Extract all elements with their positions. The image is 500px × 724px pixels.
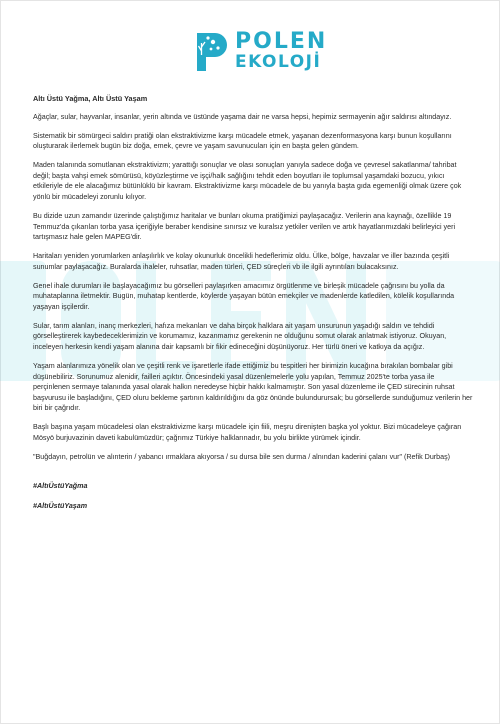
document-title: Altı Üstü Yağma, Altı Üstü Yaşam — [33, 94, 148, 103]
logo-word-ekoloji: EKOLOJİ — [235, 52, 322, 72]
document-body — [33, 94, 473, 512]
tree-p-logo-icon — [191, 29, 231, 73]
logo-word-polen: POLEN — [235, 29, 328, 54]
paragraph-1: Ağaçlar, sular, hayvanlar, insanlar, yerin altında ve üstünde yaşama dair ne varsa hepsi, hepimiz sermayenin ağır saldırısı altındayız. — [33, 112, 452, 121]
paragraph-7: Sular, tarım alanları, inanç merkezleri, hafıza mekanları ve daha birçok halklara ait yaşam unsurunun yaşadığı saldırı ve tehdidi görselleştirerek kaybedeceklerimizin ve korumamız, kazanmamız gerekenin ne olduğunu somut olarak anlatmak istiyoruz. Okuyan, inceleyen herkesin kendi yaşam alanına dair kapsamlı bir fikir edineceğini düşünüyoruz. Her türlü öneri ve katkıya da açığız. — [33, 321, 447, 352]
quote-paragraph: "Buğdayın, petrolün ve alınterin / yabancı ırmaklara akıyorsa / su dursa bile sen durma / alnından kaderini çalanı vur" (Refik Durbaş) — [33, 452, 451, 461]
paragraph-3: Maden talanında somutlanan ekstraktivizm; yarattığı sonuçlar ve olası sonuçları yanıyla sadece doğa ve çevresel sakatlanma/ tahribat değil; başta vahşi emek sömürüsü, köyüzleştirme ve işçi/halk sağlığını tehdit eden boyutları ile toplumsal yaşamdaki bozucu, yıkıcı etkileriyle de ele alacağımız bütünlüklü bir kavram. Ekstraktivizme karşı mücadele de bu yanıyla başta gıda egemenliği olmak üzere çok yönlü bir mücadeleyi zorunlu kılıyor. — [33, 161, 462, 201]
paragraph-8: Yaşam alanlarımıza yönelik olan ve çeşitli renk ve işaretlerle ifade ettiğimiz bu tespitleri her birimizin kucağına bırakılan bombalar gibi düşünebiliriz. Sorunumuz alenidir, failleri açıktır. Öncesindeki yasal düzenlemelerle yolu yapılan, Temmuz 2025'te torba yasa ile perçinlenen sermaye talanında yasal olarak halkın neredeyse hiçbir hakkı kalmamıştır. Son yasal düzenleme ile ÇED sürecinin ruhsat başvurusu ile başladığını, ÇED oluru bekleme şartının kaldırıldığını da göz önünde bulundurursak; bu görsellerde sunduğumuz verilerin her biri bir çağrıdır. — [33, 362, 473, 413]
paragraph-4: Bu dizide uzun zamandır üzerinde çalıştığımız haritalar ve bunları okuma pratiğimizi paylaşacağız. Verilerin ana kaynağı, özellikle 19 Temmuz'da çıkarılan torba yasa içeriğiyle beraber kendisine sınırsız ve kuralsız yetkiler verilen ve artık hayatlarımızdaki belirleyici yeri tartışmasız hale gelen MAPEG'dir. — [33, 211, 456, 242]
polen-ekoloji-logo — [191, 27, 341, 75]
paragraph-2: Sistematik bir sömürgeci saldırı pratiği olan ekstraktivizme karşı mücadele etmek, yaşanan dezenformasyona karşı bunun koşullarını oluşturarak ilerlemek bugün biz doğa, emek, çevre ve yaşam savunucuları için en başta gelen gündem. — [33, 131, 452, 151]
paragraph-5: Haritaları yeniden yorumlarken anlaşılırlık ve kolay okunurluk öncelikli hedeflerimiz oldu. Ülke, bölge, havzalar ve iller bazında çeşitli sunumlar paylaşacağız. Buralarda ihaleler, ruhsatlar, maden türleri, ÇED süreçleri vb ile ilgili ayrıntıları bulacaksınız. — [33, 252, 450, 271]
hashtag-1: #AltıÜstüYağma — [33, 481, 88, 490]
paragraph-9: Başlı başına yaşam mücadelesi olan ekstraktivizme karşı mücadele için fiili, meşru direnişten başka yol yoktur. Bizi mücadeleye çağıran Mösyö burjuvazinin daveti kabulümüzdür; çağrımız Türkiye halklarınadır, bu yolu birlikte yürümek içindir. — [33, 423, 462, 442]
paragraph-6: Genel ihale durumları ile başlayacağımız bu görselleri paylaşırken amacımız örgütlenme ve birleşik mücadele çağrısını bu yolla da muhataplarına iletmektir. Bugün, muhatap kentlerde, köylerde yaşayan bütün emekçiler ve madenlerde katledilen, kölelik koşullarında yaşayan işçilerdir. — [33, 281, 455, 311]
hashtag-2: #AltıÜstüYaşam — [33, 502, 88, 511]
